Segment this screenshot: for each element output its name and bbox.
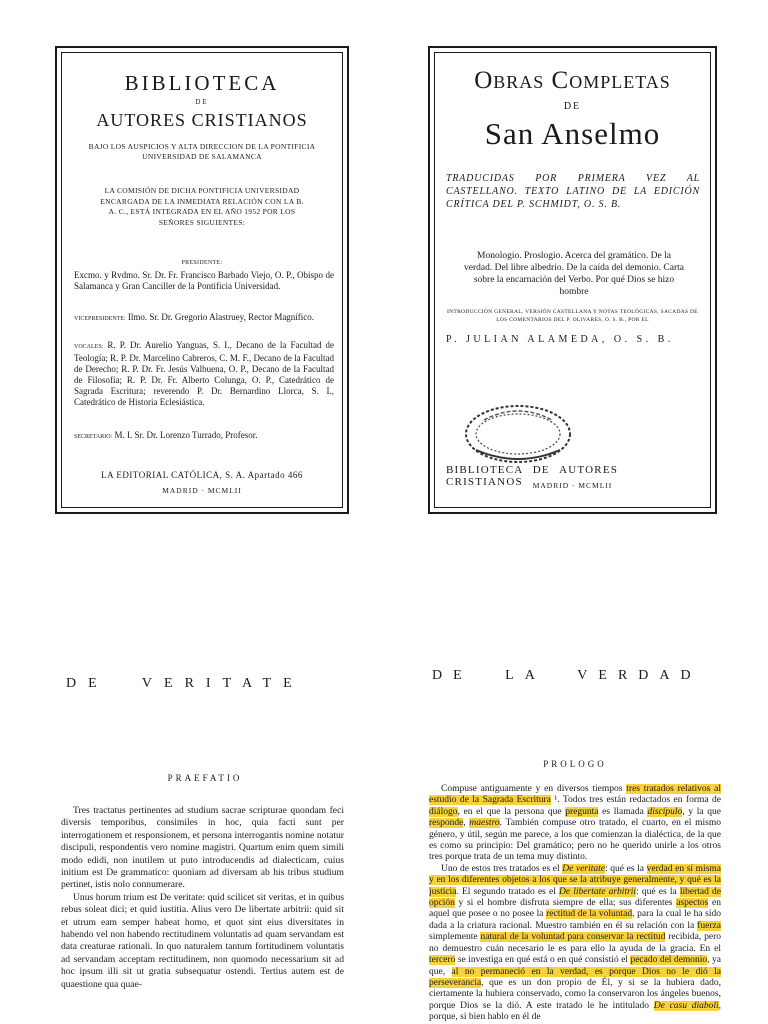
body-text: ¹. Todos tres están redactados en forma de — [550, 795, 721, 806]
body-text: simplemente — [429, 932, 481, 943]
vocales-block — [74, 340, 334, 408]
body-text: , porque, si bien hablo en él de — [429, 1000, 721, 1023]
body-text: . También compuse otro tratado, el cuarto, en el mismo género, y útil, según me parece, a los que comienzan la dialéctica, de la que es como su principio: Del gramático; pero no he querido unirle a los otros tres porque trata de un tema muy distinto. — [429, 818, 721, 863]
left-page-section: PRAEFATIO — [167, 773, 243, 783]
right-cover-subtitle: TRADUCIDAS POR PRIMERA VEZ AL CASTELLANO. TEXTO LATINO DE LA EDICIÓN CRÍTICA DEL P. SCHMIDT, O. S. B. — [446, 173, 700, 210]
highlighted-text: rectitud de la voluntad — [546, 909, 633, 920]
left-cover-title-de: DE — [195, 98, 209, 106]
vice-text: Ilmo. Sr. Dr. Gregorio Alastruey, Rector Magnífico. — [127, 312, 315, 322]
highlighted-text: De veritate — [562, 863, 605, 874]
right-paragraph-1 — [429, 784, 721, 864]
highlighted-text: pecado del demonio — [630, 955, 708, 966]
highlighted-text: De casu diaboli — [653, 1000, 719, 1011]
left-page-heading: DE VERITATE — [66, 676, 304, 691]
right-cover-publisher: BIBLIOTECA DE AUTORES CRISTIANOS — [446, 464, 619, 488]
highlighted-text: tercero — [429, 955, 456, 966]
right-cover-city: MADRID · MCMLII — [532, 481, 613, 490]
highlighted-text: diálogo — [429, 806, 458, 817]
presidente-label: PRESIDENTE: — [181, 260, 223, 266]
right-cover-title-de: de — [563, 98, 582, 113]
left-page-body — [61, 805, 344, 1024]
body-text: , — [463, 818, 470, 829]
highlighted-text: discípulo — [647, 806, 683, 817]
body-text: se investiga en qué está o en qué consistió el — [455, 955, 631, 966]
right-cover-title-line2: San Anselmo — [484, 116, 661, 151]
highlighted-text: tres tratados relativos al estudio de la Sagrada Escritura — [429, 784, 721, 806]
body-text: , ya que, — [429, 955, 721, 977]
body-text: , para la cual le ha sido dada a la criatura racional. Muestro también en él su relación con la — [429, 909, 721, 931]
highlighted-text: aspectos — [676, 898, 709, 909]
body-text: : qué es la — [636, 886, 680, 897]
highlighted-text: maestro — [469, 818, 500, 829]
highlighted-text: verdad en sí misma y en los diferentes objetos a los que se la atribuye generalmente, y qué es la justicia — [429, 863, 721, 897]
body-text: y si el hombre disfruta siempre de ella; sus diferentes — [454, 898, 677, 909]
body-text: , y la que — [682, 806, 721, 817]
vice-label: VICEPRESIDENTE: — [74, 316, 126, 322]
highlighted-text: libertad de opción — [429, 886, 721, 909]
body-text: Compuse antiguamente y en diversos tiempos — [441, 784, 627, 794]
body-text: es llamada — [598, 806, 648, 817]
presidente-text: Excmo. y Rvdmo. Sr. Dr. Fr. Francisco Barbado Viejo, O. P., Obispo de Salamanca y Gran Canciller de la Pontificia Universidad. — [74, 270, 334, 291]
right-page-heading: DE LA VERDAD — [432, 668, 702, 683]
right-paragraph-2 — [429, 864, 721, 1024]
right-cover-author: P. JULIAN ALAMEDA, O. S. B. — [446, 334, 674, 345]
secretario-line — [74, 430, 334, 443]
secretario-label: SECRETARIO: — [74, 434, 113, 440]
right-page-body — [429, 784, 721, 1024]
vocales-text: R. P. Dr. Aurelio Yanguas, S. I., Decano de la Facultad de Teología; R. P. Dr. Marcelino Cabreros, C. M. F., Decano de la Facultad de Derecho; R. P. Dr. Fr. Jesús Valbuena, O. P., Decano de la Facultad de Filosofía; R. P. Dr. Fr. Alberto Colunga, O. P., Catedrático de Sagrada Escritura; reverendo P. Dr. Bernardino Llorca, S. I., Catedrático de Historia Eclesiástica. — [74, 340, 334, 407]
left-cover-auspices: BAJO LOS AUSPICIOS Y ALTA DIRECCION DE LA PONTIFICIA UNIVERSIDAD DE SALAMANCA — [88, 142, 316, 161]
highlighted-text: responde — [429, 818, 464, 829]
body-text: Uno de estos tres tratados es el — [441, 863, 563, 874]
body-text: , que es un don propio de Él, y si se la hubiera dado, ciertamente la hubiera conservado, como la conservaron los ángeles buenos, porque Dios se la dió. A este tratado le he intitulado — [429, 977, 721, 1011]
left-cover-title-line1: BIBLIOTECA — [124, 71, 280, 95]
left-cover-publisher: LA EDITORIAL CATÓLICA, S. A. Apartado 466 — [101, 470, 303, 480]
right-cover-title — [436, 66, 709, 152]
left-paragraph-2: Unus horum trium est De veritate: quid scilicet sit veritas, et in quibus rebus soleat dici; et quid iustitia. Alius vero De libertate arbitrii: quid sit et utrum eam semper habeat homo, et quot sint eius diversitates in habendo vel non habendo rectitudinem voluntatis ad quam servandam est data creaturae rationali. In quo naturalem tantum fortitudinem voluntatis ad servandam acceptam rectitudinem, non quomodo necessarium sit ad hoc ipsum illi sit ut gratia subsequatur ostendi. Tertius autem est de quaestione qua quae- — [61, 891, 344, 990]
left-cover-title-line2: AUTORES CRISTIANOS — [96, 110, 308, 130]
body-text: recibida, pero no demuestro cuán necesario le es para ello la ayuda de la gracia. En el — [429, 932, 721, 954]
left-paragraph-1: Tres tractatus pertinentes ad studium sacrae scripturae quondam feci diversis temporibus, consimiles in hoc, quia facti sunt per interrogationem et responsionem, et persona interrogantis nomine notatur discipuli, respondentis vero nomine magistri. Quartum enim quem simili modo edidi, non inutilem ut puto introducendis ad dialecticam, cuius initium est De grammatico: quoniam ad diversam ab his tribus studium pertinet, istis nolo connumerare. — [61, 805, 344, 891]
highlighted-text: fuerza — [697, 920, 721, 931]
library-stamp-icon — [462, 398, 574, 468]
right-cover-intro: INTRODUCCIÓN GENERAL, VERSIÓN CASTELLANA Y NOTAS TEOLÓGICAS, SACADAS DE LOS COMENTARIOS DEL P. OLIVARES, O. S. B., POR EL — [447, 309, 698, 323]
vicepresidente-line — [74, 312, 334, 325]
highlighted-text: De libertate arbitrii — [559, 886, 637, 897]
body-text: . El segundo tratado es el — [456, 886, 560, 897]
left-cover-title — [64, 70, 340, 132]
left-cover-city: MADRID · MCMLII — [162, 486, 242, 495]
right-page-section: PROLOGO — [543, 759, 607, 769]
highlighted-text: pregunta — [565, 806, 599, 817]
secretario-text: M. I. Sr. Dr. Lorenzo Turrado, Profesor. — [114, 430, 258, 440]
body-text: : qué es la — [605, 863, 647, 874]
body-text: en aquel que posee o no posee la — [429, 898, 721, 920]
left-cover-commission: LA COMISIÓN DE DICHA PONTIFICIA UNIVERSIDAD ENCARGADA DE LA INMEDIATA RELACIÓN CON LA B. A. C., ESTÁ INTEGRADA EN EL AÑO 1952 POR LOS SEÑORES SIGUIENTES: — [100, 186, 304, 227]
highlighted-text: al no permaneció en la verdad, es porque Dios no le dió la perseverancia — [429, 966, 721, 988]
body-text: , en el que la persona que — [457, 806, 566, 817]
vocales-label: VOCALES: — [74, 344, 104, 350]
right-cover-contents: Monologio. Proslogio. Acerca del gramático. De la verdad. Del libre albedrío. De la caída del demonio. Carta sobre la encarnación del Verbo. Por qué Dios se hizo hombre — [464, 251, 684, 297]
highlighted-text: natural de la voluntad para conservar la rectitud — [480, 932, 666, 943]
right-cover-title-line1: Obras Completas — [474, 67, 671, 94]
